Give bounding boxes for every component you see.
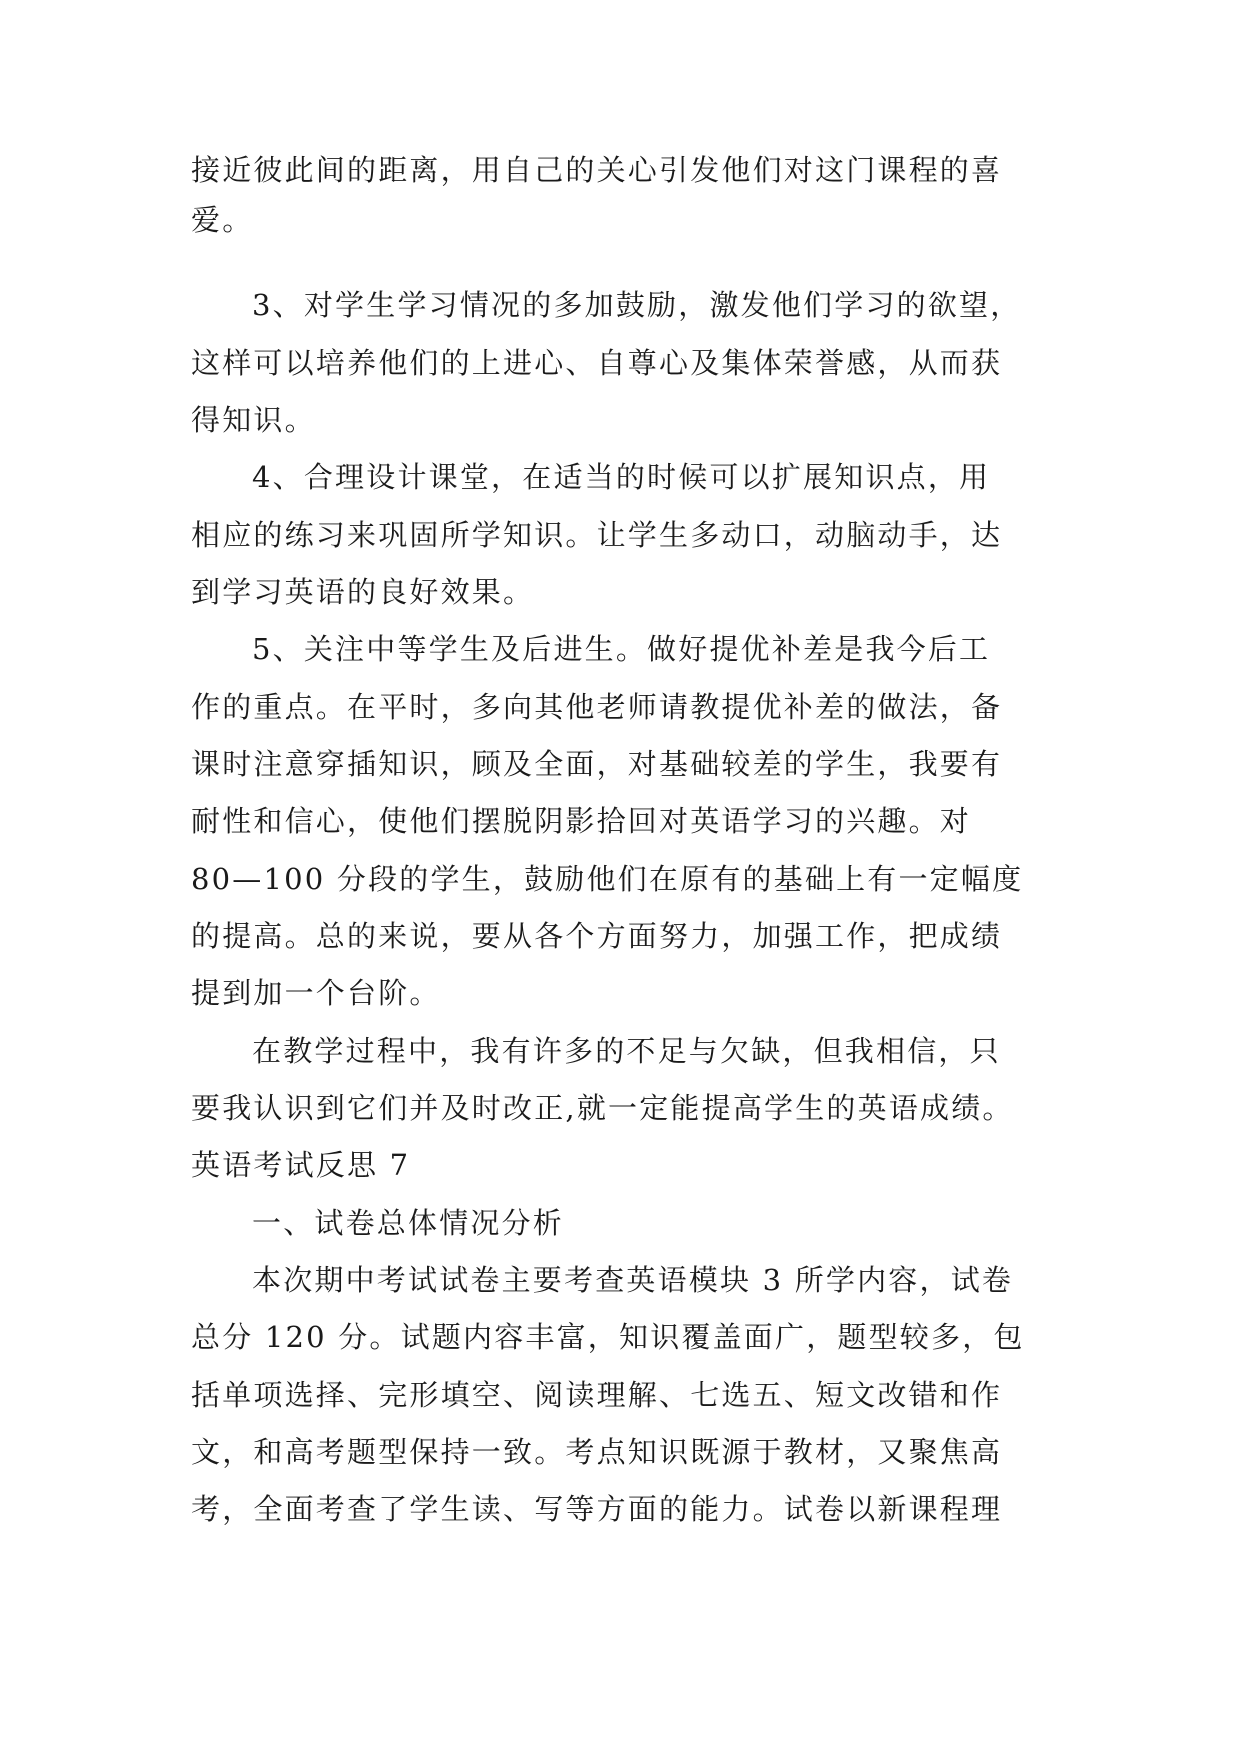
text-line: 括单项选择、完形填空、阅读理解、七选五、短文改错和作 [191,1378,1003,1412]
text-line: 这样可以培养他们的上进心、自尊心及集体荣誉感，从而获 [191,346,1003,380]
text-line: 到学习英语的良好效果。 [191,575,535,609]
text-line: 作的重点。在平时，多向其他老师请教提优补差的做法，备 [191,690,1003,724]
text-line: 要我认识到它们并及时改正,就一定能提高学生的英语成绩。 [191,1091,1014,1125]
text-line: 3、对学生学习情况的多加鼓励，激发他们学习的欲望， [252,288,1022,322]
text-line: 80—100 分段的学生，鼓励他们在原有的基础上有一定幅度 [191,862,1024,896]
text-line: 本次期中考试试卷主要考查英语模块 3 所学内容，试卷 [252,1263,1014,1297]
text-line: 4、合理设计课堂，在适当的时候可以扩展知识点，用 [252,460,991,494]
text-line: 接近彼此间的距离，用自己的关心引发他们对这门课程的喜 [191,153,1003,187]
text-line: 相应的练习来巩固所学知识。让学生多动口，动脑动手，达 [191,518,1003,552]
subsection-heading: 一、试卷总体情况分析 [252,1206,565,1240]
text-line: 课时注意穿插知识，顾及全面，对基础较差的学生，我要有 [191,747,1003,781]
text-line: 的提高。总的来说，要从各个方面努力，加强工作，把成绩 [191,919,1003,953]
text-line: 耐性和信心，使他们摆脱阴影拾回对英语学习的兴趣。对 [191,804,972,838]
text-line: 得知识。 [191,403,316,437]
text-line: 爱。 [191,203,254,237]
text-line: 文，和高考题型保持一致。考点知识既源于教材，又聚焦高 [191,1435,1003,1469]
section-heading: 英语考试反思 7 [191,1148,411,1182]
text-line: 提到加一个台阶。 [191,976,441,1010]
text-line: 总分 120 分。试题内容丰富，知识覆盖面广，题型较多，包 [191,1320,1025,1354]
text-line: 在教学过程中，我有许多的不足与欠缺，但我相信，只 [252,1034,1001,1068]
text-line: 考，全面考查了学生读、写等方面的能力。试卷以新课程理 [191,1492,1003,1526]
text-line: 5、关注中等学生及后进生。做好提优补差是我今后工 [252,632,991,666]
